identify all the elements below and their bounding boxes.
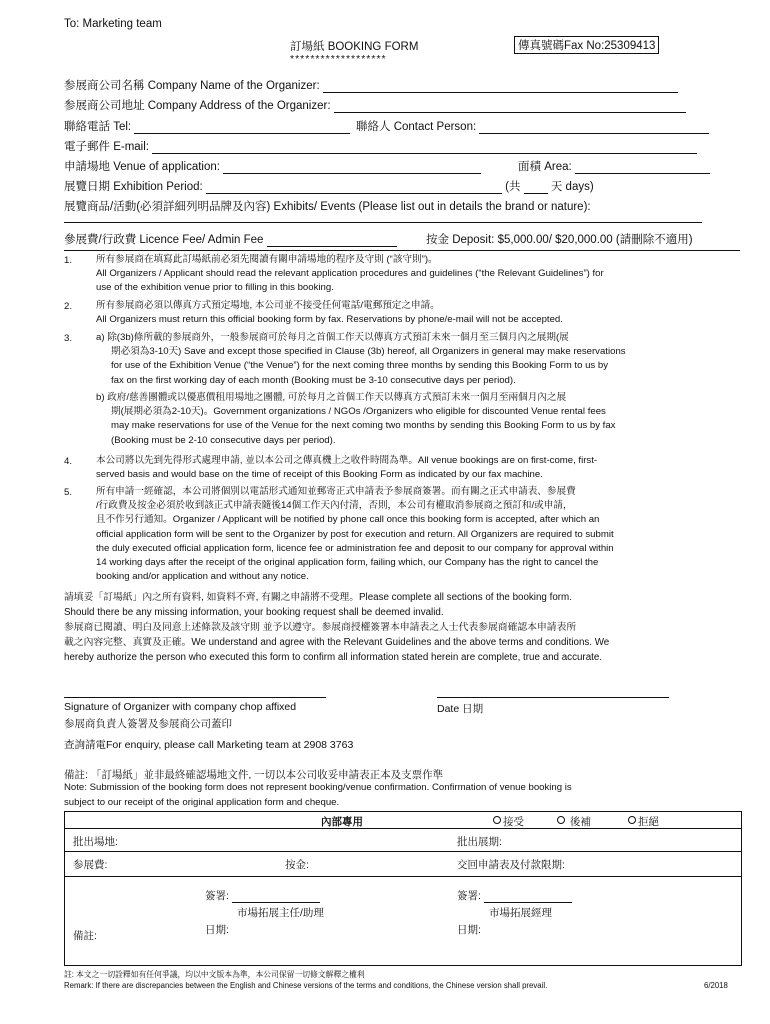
exhibition-period-label: 展覽日期 Exhibition Period: xyxy=(64,181,203,193)
approved-period-label: 批出展期: xyxy=(457,836,502,848)
term-3b-line: (Booking must be 2-10 consecutive days per period). xyxy=(111,434,336,446)
option-waitlist[interactable] xyxy=(557,814,591,829)
remarks-label: 備註: xyxy=(73,930,97,942)
term-2-line: All Organizers must return this official booking form by fax. Reservations by phone/e-mail will not be accepted. xyxy=(96,314,563,326)
radio-icon[interactable] xyxy=(628,816,636,824)
licence-fee-label: 參展費/行政費 Licence Fee/ Admin Fee xyxy=(64,234,264,246)
officer-sign-field[interactable] xyxy=(205,888,320,903)
officer-sign-blank[interactable] xyxy=(232,891,320,903)
footer-english-remark: Remark: If there are discrepancies between the English and Chinese versions of the terms and conditions, the Chinese version shall prevail. xyxy=(64,981,548,990)
term-2 xyxy=(96,299,563,327)
fee-label: 参展費: xyxy=(73,859,108,871)
footer-chinese-remark: 註: 本文之一切詮釋如有任何爭議，均以中文版本為準，本公司保留一切條文解釋之權利 xyxy=(64,970,365,979)
term-3a-line: fax on the first working day of each month (Booking must be 3-10 consecutive days per period). xyxy=(111,374,516,386)
manager-sign-label: 簽署: xyxy=(457,890,481,902)
term-5-line: booking and/or application and without any notice. xyxy=(96,571,309,583)
term-number: 5. xyxy=(64,487,73,498)
recipient-line: To: Marketing team xyxy=(64,18,162,30)
date-label: Date 日期 xyxy=(437,703,484,715)
contact-person-label: 聯絡人 Contact Person: xyxy=(356,121,477,133)
days-count-blank[interactable] xyxy=(524,182,548,194)
officer-role: 市場拓展主任/助理 xyxy=(237,907,324,919)
note-english-line: Note: Submission of the booking form does not represent booking/venue confirmation. Confirmation of venue booking is xyxy=(64,782,572,793)
officer-date-label: 日期: xyxy=(205,924,229,936)
option-accept[interactable] xyxy=(493,814,524,829)
radio-icon[interactable] xyxy=(493,816,501,824)
signature-line[interactable] xyxy=(64,697,326,698)
term-number: 3. xyxy=(64,333,73,344)
option-waitlist-label: 後補 xyxy=(569,816,591,828)
section-divider xyxy=(64,250,740,251)
option-accept-label: 接受 xyxy=(503,816,524,828)
option-reject[interactable] xyxy=(628,814,659,829)
email-blank[interactable] xyxy=(152,142,697,154)
manager-date-label: 日期: xyxy=(457,924,481,936)
exhibition-period-field[interactable] xyxy=(64,178,594,194)
approved-venue-label: 批出場地: xyxy=(73,836,118,848)
term-5-line: /行政費及按金必須於收到該正式申請表隨後14個工作天內付清，否則，本公司有權取消参展商之預訂和/或申請， xyxy=(96,500,573,512)
venue-blank[interactable] xyxy=(223,162,481,174)
term-3a-line: 期必須為3-10天) Save and except those specified in Clause (3b) hereof, all Organizers in general may make reservations xyxy=(111,346,626,358)
version-date: 6/2018 xyxy=(704,981,728,990)
option-reject-label: 拒絕 xyxy=(638,816,659,828)
signature-chinese-label: 参展商負責人簽署及参展商公司蓋印 xyxy=(64,718,232,730)
company-name-field[interactable] xyxy=(64,77,678,93)
term-number: 2. xyxy=(64,301,73,312)
manager-role: 市場拓展經理 xyxy=(489,907,552,919)
clause-line: Should there be any missing information, your booking request shall be deemed invalid. xyxy=(64,607,444,618)
company-address-label: 参展商公司地址 Company Address of the Organizer: xyxy=(64,100,331,112)
term-1-line: use of the exhibition venue prior to filling in this booking. xyxy=(96,282,334,294)
term-1 xyxy=(96,253,604,296)
tel-blank[interactable] xyxy=(134,122,350,134)
term-5-line: the duly executed official application form, licence fee or administration fee and deposit to our company for approval within xyxy=(96,542,614,554)
form-title: 訂場紙 BOOKING FORM xyxy=(290,41,419,53)
row-divider xyxy=(65,851,741,852)
company-name-blank[interactable] xyxy=(323,81,678,93)
clause-line: 請填妥「訂場紙」內之所有資料, 如資料不齊, 有關之申請將不受理。Please complete all sections of the booking form. xyxy=(64,592,572,603)
internal-use-box xyxy=(64,811,742,966)
term-number: 1. xyxy=(64,255,73,266)
tel-field[interactable] xyxy=(64,118,350,134)
term-3a-line: for use of the Exhibition Venue (“the Venue”) for the next coming three months by sending this Booking Form to us by xyxy=(111,360,609,372)
area-blank[interactable] xyxy=(575,162,710,174)
term-1-line: 所有参展商在填寫此訂場紙前必須先閱讀有關申請場地的程序及守則 (“該守則”)。 xyxy=(96,254,438,265)
note-chinese: 備註: 「訂場紙」並非最終確認場地文件, 一切以本公司收妥申請表正本及支票作準 xyxy=(64,769,444,781)
term-5 xyxy=(96,485,614,584)
deposit-label: 按金 Deposit: $5,000.00/ $20,000.00 (請刪除不適用) xyxy=(426,234,693,246)
contact-person-field[interactable] xyxy=(356,118,709,134)
term-3b-line: 期(展期必須為2-10天)。Government organizations / NGOs /Organizers who eligible for discounted Venue rental fees xyxy=(111,406,606,418)
row-divider xyxy=(65,828,741,829)
contact-person-blank[interactable] xyxy=(479,122,709,134)
radio-icon[interactable] xyxy=(557,816,565,824)
term-2-line: 所有参展商必須以傳真方式預定場地, 本公司並不接受任何電話/電郵預定之申請。 xyxy=(96,300,440,311)
exhibition-period-blank[interactable] xyxy=(206,182,502,194)
date-line[interactable] xyxy=(437,697,669,698)
signature-label: Signature of Organizer with company chop affixed xyxy=(64,701,297,713)
title-underline-stars: ******************* xyxy=(290,53,387,65)
term-4-line: 本公司將以先到先得形式處理申請, 並以本公司之傳真機上之收件時間為準。All venue bookings are on first-come, first- xyxy=(96,455,598,466)
note-english-line: subject to our receipt of the original application form and cheque. xyxy=(64,797,340,808)
term-3b-line: b) 政府/慈善團體或以優惠價租用場地之團體, 可於每月之首個工作天以傳真方式預訂未來一個月至兩個月內之展 xyxy=(96,392,567,403)
area-field[interactable] xyxy=(518,158,710,174)
deadline-label: 交回申請表及付款限期: xyxy=(457,859,565,871)
term-5-line: 14 working days after the receipt of the original application form, failing which, our Company has the right to cancel the xyxy=(96,557,599,569)
manager-sign-blank[interactable] xyxy=(484,891,572,903)
company-name-label: 参展商公司名稱 Company Name of the Organizer: xyxy=(64,80,320,92)
term-5-line: 且不作另行通知。Organizer / Applicant will be notified by phone call once this booking form is accepted, after which an xyxy=(96,514,600,526)
term-5-line: 所有申請一經確認，本公司將個別以電話形式通知並郵寄正式申請表予参展商簽署。而有關之正式申請表、参展費 xyxy=(96,486,576,497)
tel-label: 聯絡電話 Tel: xyxy=(64,121,132,133)
days-close-label: 天 days) xyxy=(550,181,594,193)
term-3b-line: may make reservations for use of the Venue for the next coming two months by sending this Booking Form to us by fax xyxy=(111,420,616,432)
company-address-blank[interactable] xyxy=(334,101,686,113)
venue-label: 申請場地 Venue of application: xyxy=(64,161,220,173)
exhibits-blank-line[interactable] xyxy=(64,222,702,223)
internal-use-header: 內部專用 xyxy=(321,816,363,828)
term-3a xyxy=(96,331,626,388)
row-divider xyxy=(65,876,741,877)
email-field[interactable] xyxy=(64,138,697,154)
clause-line: 参展商已閱讀、明白及同意上述條款及該守則 並予以遵守。参展商授權簽署本申請表之人士代表参展商確認本申請表所 xyxy=(64,622,577,633)
company-address-field[interactable] xyxy=(64,97,686,113)
term-4 xyxy=(96,454,597,482)
days-open-label: (共 xyxy=(505,181,521,193)
clause-line: hereby authorize the person who executed this form to confirm all information stated herein are complete, true and accurate. xyxy=(64,652,603,663)
officer-sign-label: 簽署: xyxy=(205,890,229,902)
term-3a-line: a) 除(3b)條所載的参展商外，一般参展商可於每月之首個工作天以傳真方式預訂未來一個月至三個月內之展期(展 xyxy=(96,332,569,343)
term-4-line: served basis and would base on the time of receipt of this Booking Form as indicated by our fax machine. xyxy=(96,469,543,481)
term-5-line: official application form will be sent to the Organizer by post for execution and return. All Organizers are required to submit xyxy=(96,528,614,540)
email-label: 電子郵件 E-mail: xyxy=(64,141,149,153)
confirmation-clauses xyxy=(64,590,609,665)
area-label: 面積 Area: xyxy=(518,161,572,173)
term-number: 4. xyxy=(64,456,73,467)
deposit-office-label: 按金: xyxy=(285,859,309,871)
exhibits-label: 展覽商品/活動(必須詳細列明品牌及內容) Exhibits/ Events (Please list out in details the brand or nature): xyxy=(64,201,591,213)
enquiry-line: 查詢請電For enquiry, please call Marketing team at 2908 3763 xyxy=(64,739,354,751)
licence-fee-field[interactable] xyxy=(64,231,397,247)
term-3b xyxy=(96,391,615,448)
clause-line: 載之內容完整、真實及正確。We understand and agree with the Relevant Guidelines and the above terms and conditions. We xyxy=(64,637,610,648)
venue-field[interactable] xyxy=(64,158,481,174)
term-1-line: All Organizers / Applicant should read the relevant application procedures and guidelines (“the Relevant Guidelines”) for xyxy=(96,268,604,280)
licence-fee-blank[interactable] xyxy=(267,235,397,247)
manager-sign-field[interactable] xyxy=(457,888,572,903)
fax-number-box: 傳真號碼Fax No:25309413 xyxy=(514,36,659,54)
